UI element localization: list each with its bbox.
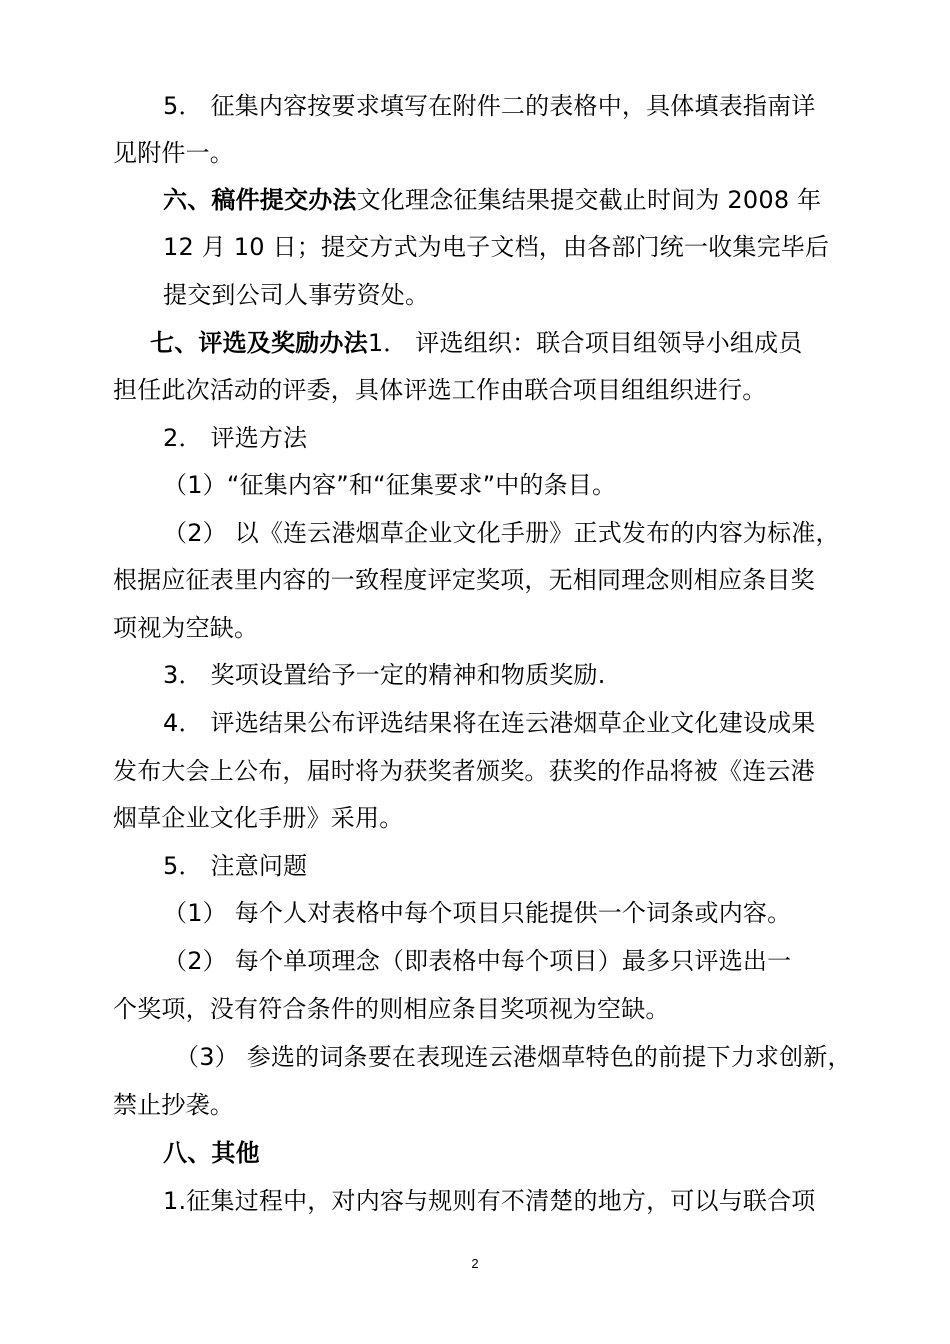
paragraph-line: 项视为空缺。 (113, 614, 259, 642)
paragraph-line: 提交到公司人事劳资处。 (163, 281, 430, 309)
paragraph-line: 禁止抄袭。 (113, 1091, 234, 1119)
paragraph-line: 担任此次活动的评委，具体评选工作由联合项目组组织进行。 (113, 376, 767, 404)
paragraph-line: 5． 注意问题 (163, 852, 308, 880)
section-heading-eight: 八、其他 (163, 1139, 260, 1167)
paragraph-line: 2． 评选方法 (163, 424, 308, 452)
paragraph-line: 1.征集过程中，对内容与规则有不清楚的地方，可以与联合项 (163, 1187, 816, 1215)
paragraph-line: （2） 以《连云港烟草企业文化手册》正式发布的内容为标准， (163, 519, 840, 547)
paragraph-line: 个奖项，没有符合条件的则相应条目奖项视为空缺。 (113, 995, 670, 1023)
paragraph-line: 12 月 10 日；提交方式为电子文档，由各部门统一收集完毕后 (163, 233, 830, 261)
paragraph-line: 5． 征集内容按要求填写在附件二的表格中，具体填表指南详 (163, 92, 816, 120)
paragraph-line: 3． 奖项设置给予一定的精神和物质奖励. (163, 661, 606, 689)
section-heading-six: 六、稿件提交办法 (163, 186, 357, 214)
paragraph-text: 1． 评选组织：联合项目组领导小组成员 (367, 329, 803, 357)
paragraph-line: 发布大会上公布，届时将为获奖者颁奖。获奖的作品将被《连云港 (113, 757, 815, 785)
paragraph-line (163, 185, 821, 215)
paragraph-line: 见附件一。 (113, 139, 234, 167)
paragraph-line: （1） 每个人对表格中每个项目只能提供一个词条或内容。 (163, 899, 792, 927)
paragraph-line: （1）“征集内容”和“征集要求”中的条目。 (163, 471, 617, 499)
paragraph-line: 根据应征表里内容的一致程度评定奖项，无相同理念则相应条目奖 (113, 566, 815, 594)
paragraph-line: （3） 参选的词条要在表现连云港烟草特色的前提下力求创新， (175, 1043, 852, 1071)
page-number: 2 (471, 1256, 479, 1271)
paragraph-line: （2） 每个单项理念（即表格中每个项目）最多只评选出一 (163, 947, 792, 975)
paragraph-line: 4． 评选结果公布评选结果将在连云港烟草企业文化建设成果 (163, 709, 816, 737)
paragraph-line: 烟草企业文化手册》采用。 (113, 804, 404, 832)
paragraph-line (150, 328, 803, 358)
paragraph-text: 文化理念征集结果提交截止时间为 2008 年 (356, 186, 822, 214)
section-heading-seven: 七、评选及奖励办法 (150, 329, 368, 357)
